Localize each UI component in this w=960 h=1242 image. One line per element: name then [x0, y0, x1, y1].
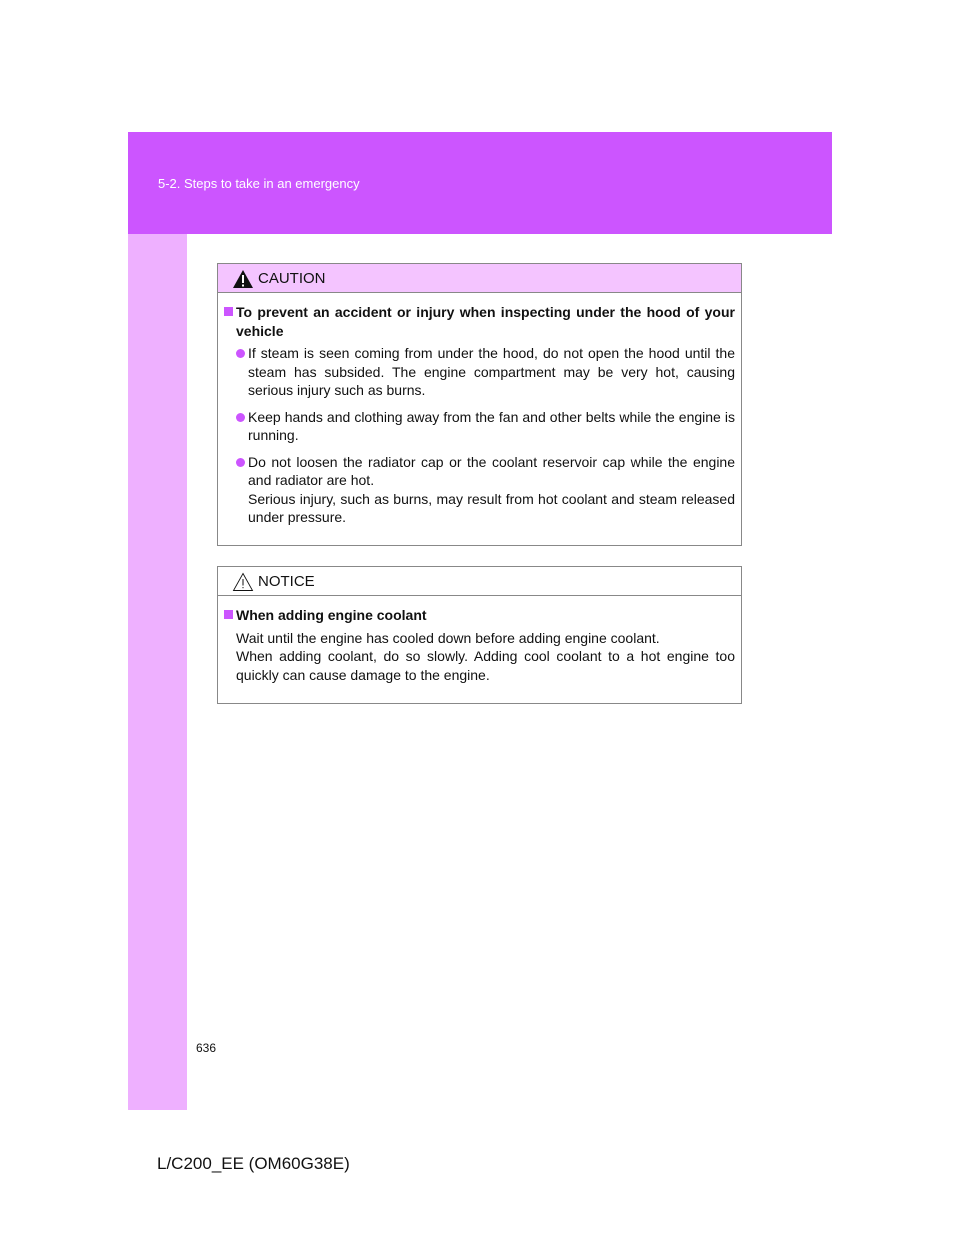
caution-bullet-extra: Serious injury, such as burns, may result from hot coolant and steam released under pressure.	[248, 490, 735, 525]
round-bullet-icon	[236, 458, 245, 467]
caution-bullet-text: Do not loosen the radiator cap or the coolant reservoir cap while the engine and radiator are hot.	[248, 453, 735, 488]
square-bullet-icon	[224, 610, 233, 619]
caution-bullet	[224, 408, 735, 445]
round-bullet-icon	[236, 349, 245, 358]
header-band	[128, 132, 832, 234]
caution-header	[218, 264, 741, 293]
document-code: L/C200_EE (OM60G38E)	[157, 1154, 350, 1173]
notice-header	[218, 567, 741, 596]
caution-bullet	[224, 453, 735, 527]
caution-bullet-text: If steam is seen coming from under the hood, do not open the hood until the steam has subsided. The engine compartment may be very hot, causing serious injury such as burns.	[248, 345, 735, 398]
caution-body	[218, 293, 741, 527]
caution-box	[217, 263, 742, 546]
notice-line: When adding coolant, do so slowly. Adding cool coolant to a hot engine too quickly can cause damage to the engine.	[236, 648, 735, 683]
notice-line: Wait until the engine has cooled down before adding engine coolant.	[236, 629, 660, 646]
notice-body	[218, 596, 741, 684]
caution-title-text: To prevent an accident or injury when inspecting under the hood of your vehicle	[236, 304, 735, 339]
notice-label: NOTICE	[258, 573, 315, 590]
square-bullet-icon	[224, 307, 233, 316]
notice-paragraph	[224, 629, 735, 685]
round-bullet-icon	[236, 413, 245, 422]
section-breadcrumb: 5-2. Steps to take in an emergency	[158, 176, 360, 191]
caution-label: CAUTION	[258, 270, 326, 287]
caution-title	[224, 303, 735, 340]
notice-title	[224, 606, 735, 625]
caution-bullet-text: Keep hands and clothing away from the fan and other belts while the engine is running.	[248, 408, 735, 443]
caution-bullet	[224, 344, 735, 400]
page-number: 636	[196, 1041, 217, 1055]
notice-title-text: When adding engine coolant	[236, 607, 427, 623]
side-tab-band	[128, 234, 187, 1110]
notice-box	[217, 566, 742, 704]
notice-warning-icon	[232, 572, 254, 592]
warning-icon	[232, 269, 254, 289]
